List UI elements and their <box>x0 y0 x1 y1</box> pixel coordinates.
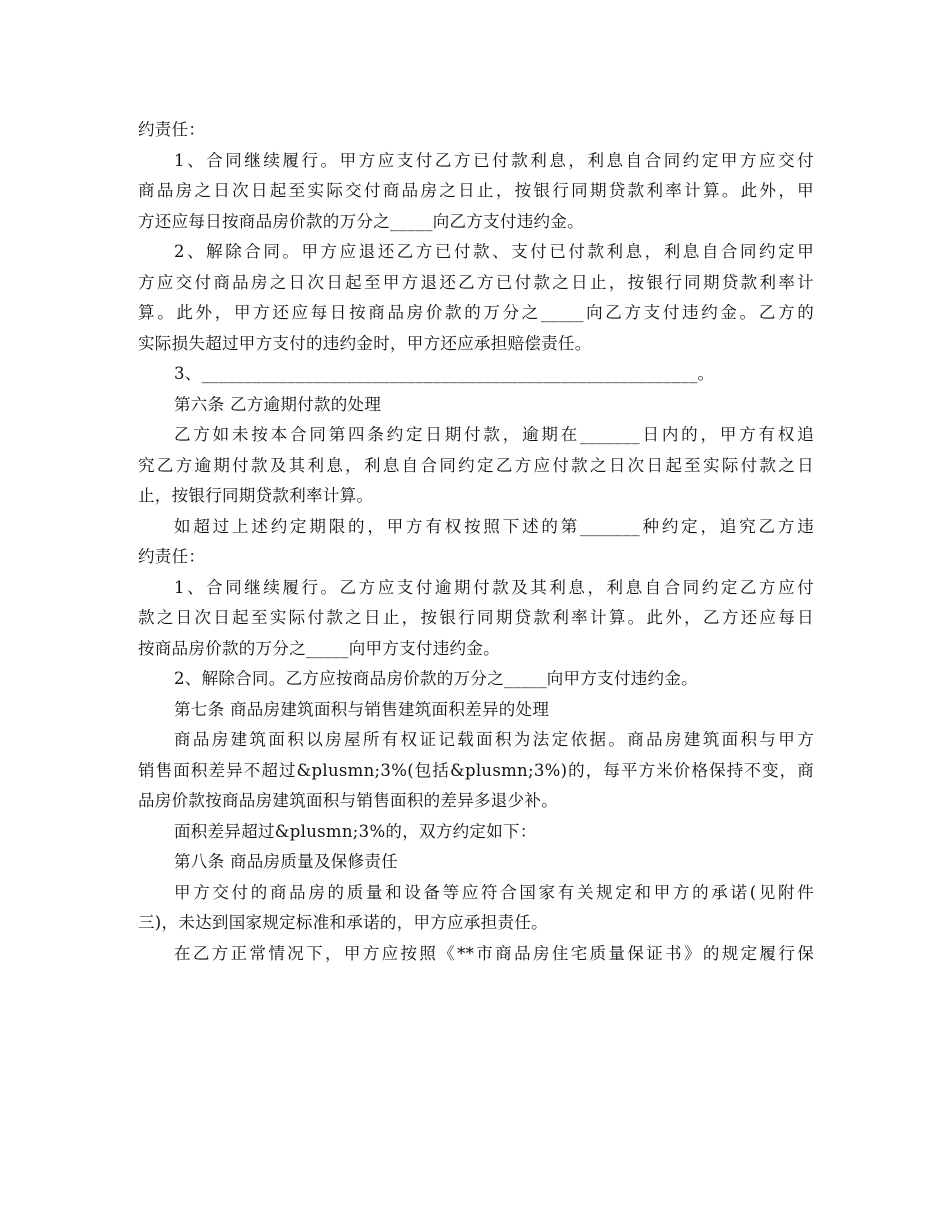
text-line: 如超过上述约定期限的，甲方有权按照下述的第_______种约定，追究乙方违 <box>174 516 814 536</box>
document-body <box>138 115 814 969</box>
text-line: 究乙方逾期付款及其利息，利息自合同约定乙方应付款之日次日起至实际付款之日 <box>138 455 814 475</box>
text-line: 商品房建筑面积以房屋所有权证记载面积为法定依据。商品房建筑面积与甲方 <box>174 730 814 749</box>
section-heading: 第六条 乙方逾期付款的处理 <box>174 394 382 414</box>
text-line: 约责任： <box>138 120 206 139</box>
text-line: 2、解除合同。甲方应退还乙方已付款、支付已付款利息，利息自合同约定甲 <box>174 242 814 261</box>
section-heading: 第七条 商品房建筑面积与销售建筑面积差异的处理 <box>174 699 550 719</box>
text-line: 1、合同继续履行。乙方应支付逾期付款及其利息，利息自合同约定乙方应付 <box>174 577 814 597</box>
section-heading: 第八条 商品房质量及保修责任 <box>174 852 398 871</box>
text-line: 三)，未达到国家规定标准和承诺的，甲方应承担责任。 <box>138 913 548 932</box>
text-line: 销售面积差异不超过&plusmn;3%(包括&plusmn;3%)的，每平方米价格保持不变，商 <box>138 760 814 780</box>
text-line: 款之日次日起至实际付款之日止，按银行同期贷款利率计算。此外，乙方还应每日 <box>138 608 814 627</box>
text-line: 实际损失超过甲方支付的违约金时，甲方还应承担赔偿责任。 <box>138 333 592 353</box>
text-line: 算。此外，甲方还应每日按商品房价款的万分之_____向乙方支付违约金。乙方的 <box>138 303 814 322</box>
text-line: 止，按银行同期贷款利率计算。 <box>138 486 374 505</box>
text-line: 方还应每日按商品房价款的万分之_____向乙方支付违约金。 <box>138 211 584 231</box>
text-line: 2、解除合同。乙方应按商品房价款的万分之_____向甲方支付违约金。 <box>174 669 698 688</box>
text-line: 品房价款按商品房建筑面积与销售面积的差异多退少补。 <box>138 791 558 810</box>
text-line: 约责任： <box>138 547 206 566</box>
text-line: 1、合同继续履行。甲方应支付乙方已付款利息，利息自合同约定甲方应交付 <box>174 150 814 170</box>
text-line: 方应交付商品房之日次日起至甲方退还乙方已付款之日止，按银行同期贷款利率计 <box>138 272 814 292</box>
text-line: 商品房之日次日起至实际交付商品房之日止，按银行同期贷款利率计算。此外，甲 <box>138 181 814 200</box>
text-line: 在乙方正常情况下，甲方应按照《**市商品房住宅质量保证书》的规定履行保 <box>174 943 814 963</box>
text-line: 按商品房价款的万分之_____向甲方支付违约金。 <box>138 638 500 658</box>
text-line: 乙方如未按本合同第四条约定日期付款，逾期在_______日内的，甲方有权追 <box>174 425 814 444</box>
text-line: 甲方交付的商品房的质量和设备等应符合国家有关规定和甲方的承诺(见附件 <box>174 882 814 902</box>
text-line: 面积差异超过&plusmn;3%的，双方约定如下： <box>174 821 537 841</box>
text-line: 3、__________________________________________________________。 <box>174 364 715 383</box>
